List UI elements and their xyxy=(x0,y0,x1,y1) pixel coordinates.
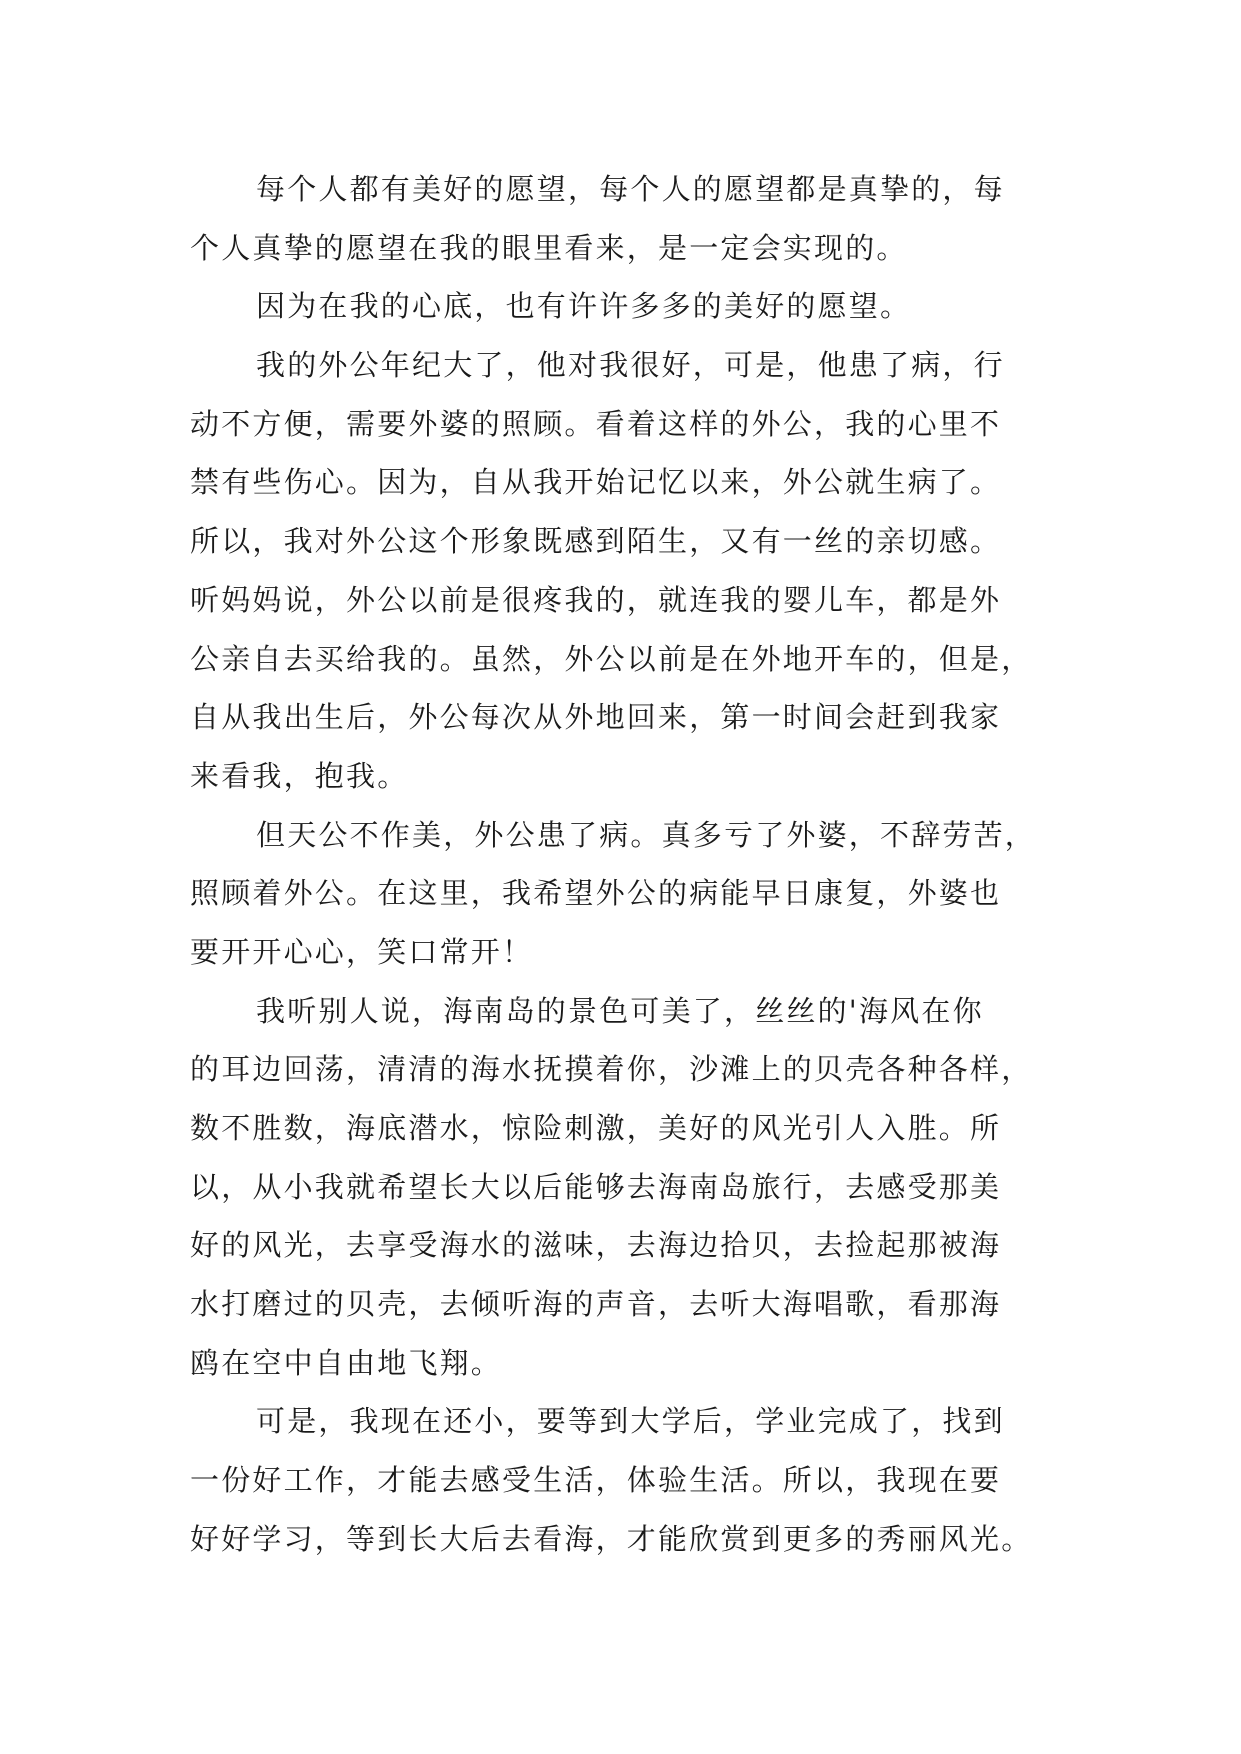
paragraph-4-line-2: 照顾着外公。在这里，我希望外公的病能早日康复，外婆也 xyxy=(190,876,1002,911)
paragraph-3-line-8: 来看我，抱我。 xyxy=(190,758,409,793)
paragraph-3-line-2: 动不方便，需要外婆的照顾。看着这样的外公，我的心里不 xyxy=(190,406,1002,441)
paragraph-3-line-4: 所以，我对外公这个形象既感到陌生，又有一丝的亲切感。 xyxy=(190,524,1002,559)
paragraph-6-line-1: 可是，我现在还小，要等到大学后，学业完成了，找到 xyxy=(256,1404,1005,1439)
paragraph-3-line-7: 自从我出生后，外公每次从外地回来，第一时间会赶到我家 xyxy=(190,700,1002,735)
paragraph-4-line-1: 但天公不作美，外公患了病。真多亏了外婆，不辞劳苦， xyxy=(256,817,1037,852)
paragraph-2-line-1: 因为在我的心底，也有许许多多的美好的愿望。 xyxy=(256,289,912,324)
paragraph-5-line-1: 我听别人说，海南岛的景色可美了，丝丝的'海风在你 xyxy=(256,993,984,1028)
paragraph-3-line-3: 禁有些伤心。因为，自从我开始记忆以来，外公就生病了。 xyxy=(190,465,1002,500)
paragraph-5-line-6: 水打磨过的贝壳，去倾听海的声音，去听大海唱歌，看那海 xyxy=(190,1287,1002,1322)
paragraph-5-line-5: 好的风光，去享受海水的滋味，去海边拾贝，去捡起那被海 xyxy=(190,1228,1002,1263)
paragraph-3-line-5: 听妈妈说，外公以前是很疼我的，就连我的婴儿车，都是外 xyxy=(190,582,1002,617)
paragraph-6-line-3: 好好学习，等到长大后去看海，才能欣赏到更多的秀丽风光。 xyxy=(190,1521,1033,1556)
paragraph-5-line-7: 鸥在空中自由地飞翔。 xyxy=(190,1345,503,1380)
paragraph-6-line-2: 一份好工作，才能去感受生活，体验生活。所以，我现在要 xyxy=(190,1463,1002,1498)
paragraph-3-line-1: 我的外公年纪大了，他对我很好，可是，他患了病，行 xyxy=(256,348,1005,383)
essay-body xyxy=(190,160,1070,1569)
paragraph-5-line-2: 的耳边回荡，清清的海水抚摸着你，沙滩上的贝壳各种各样， xyxy=(190,1052,1033,1087)
paragraph-4-line-3: 要开开心心，笑口常开！ xyxy=(190,934,534,969)
paragraph-5-line-3: 数不胜数，海底潜水，惊险刺激，美好的风光引人入胜。所 xyxy=(190,1111,1002,1145)
paragraph-3-line-6: 公亲自去买给我的。虽然，外公以前是在外地开车的，但是， xyxy=(190,641,1033,676)
paragraph-1-line-1: 每个人都有美好的愿望，每个人的愿望都是真挚的，每 xyxy=(256,172,1005,206)
paragraph-1-line-2: 个人真挚的愿望在我的眼里看来，是一定会实现的。 xyxy=(190,230,908,265)
paragraph-5-line-4: 以，从小我就希望长大以后能够去海南岛旅行，去感受那美 xyxy=(190,1169,1002,1204)
